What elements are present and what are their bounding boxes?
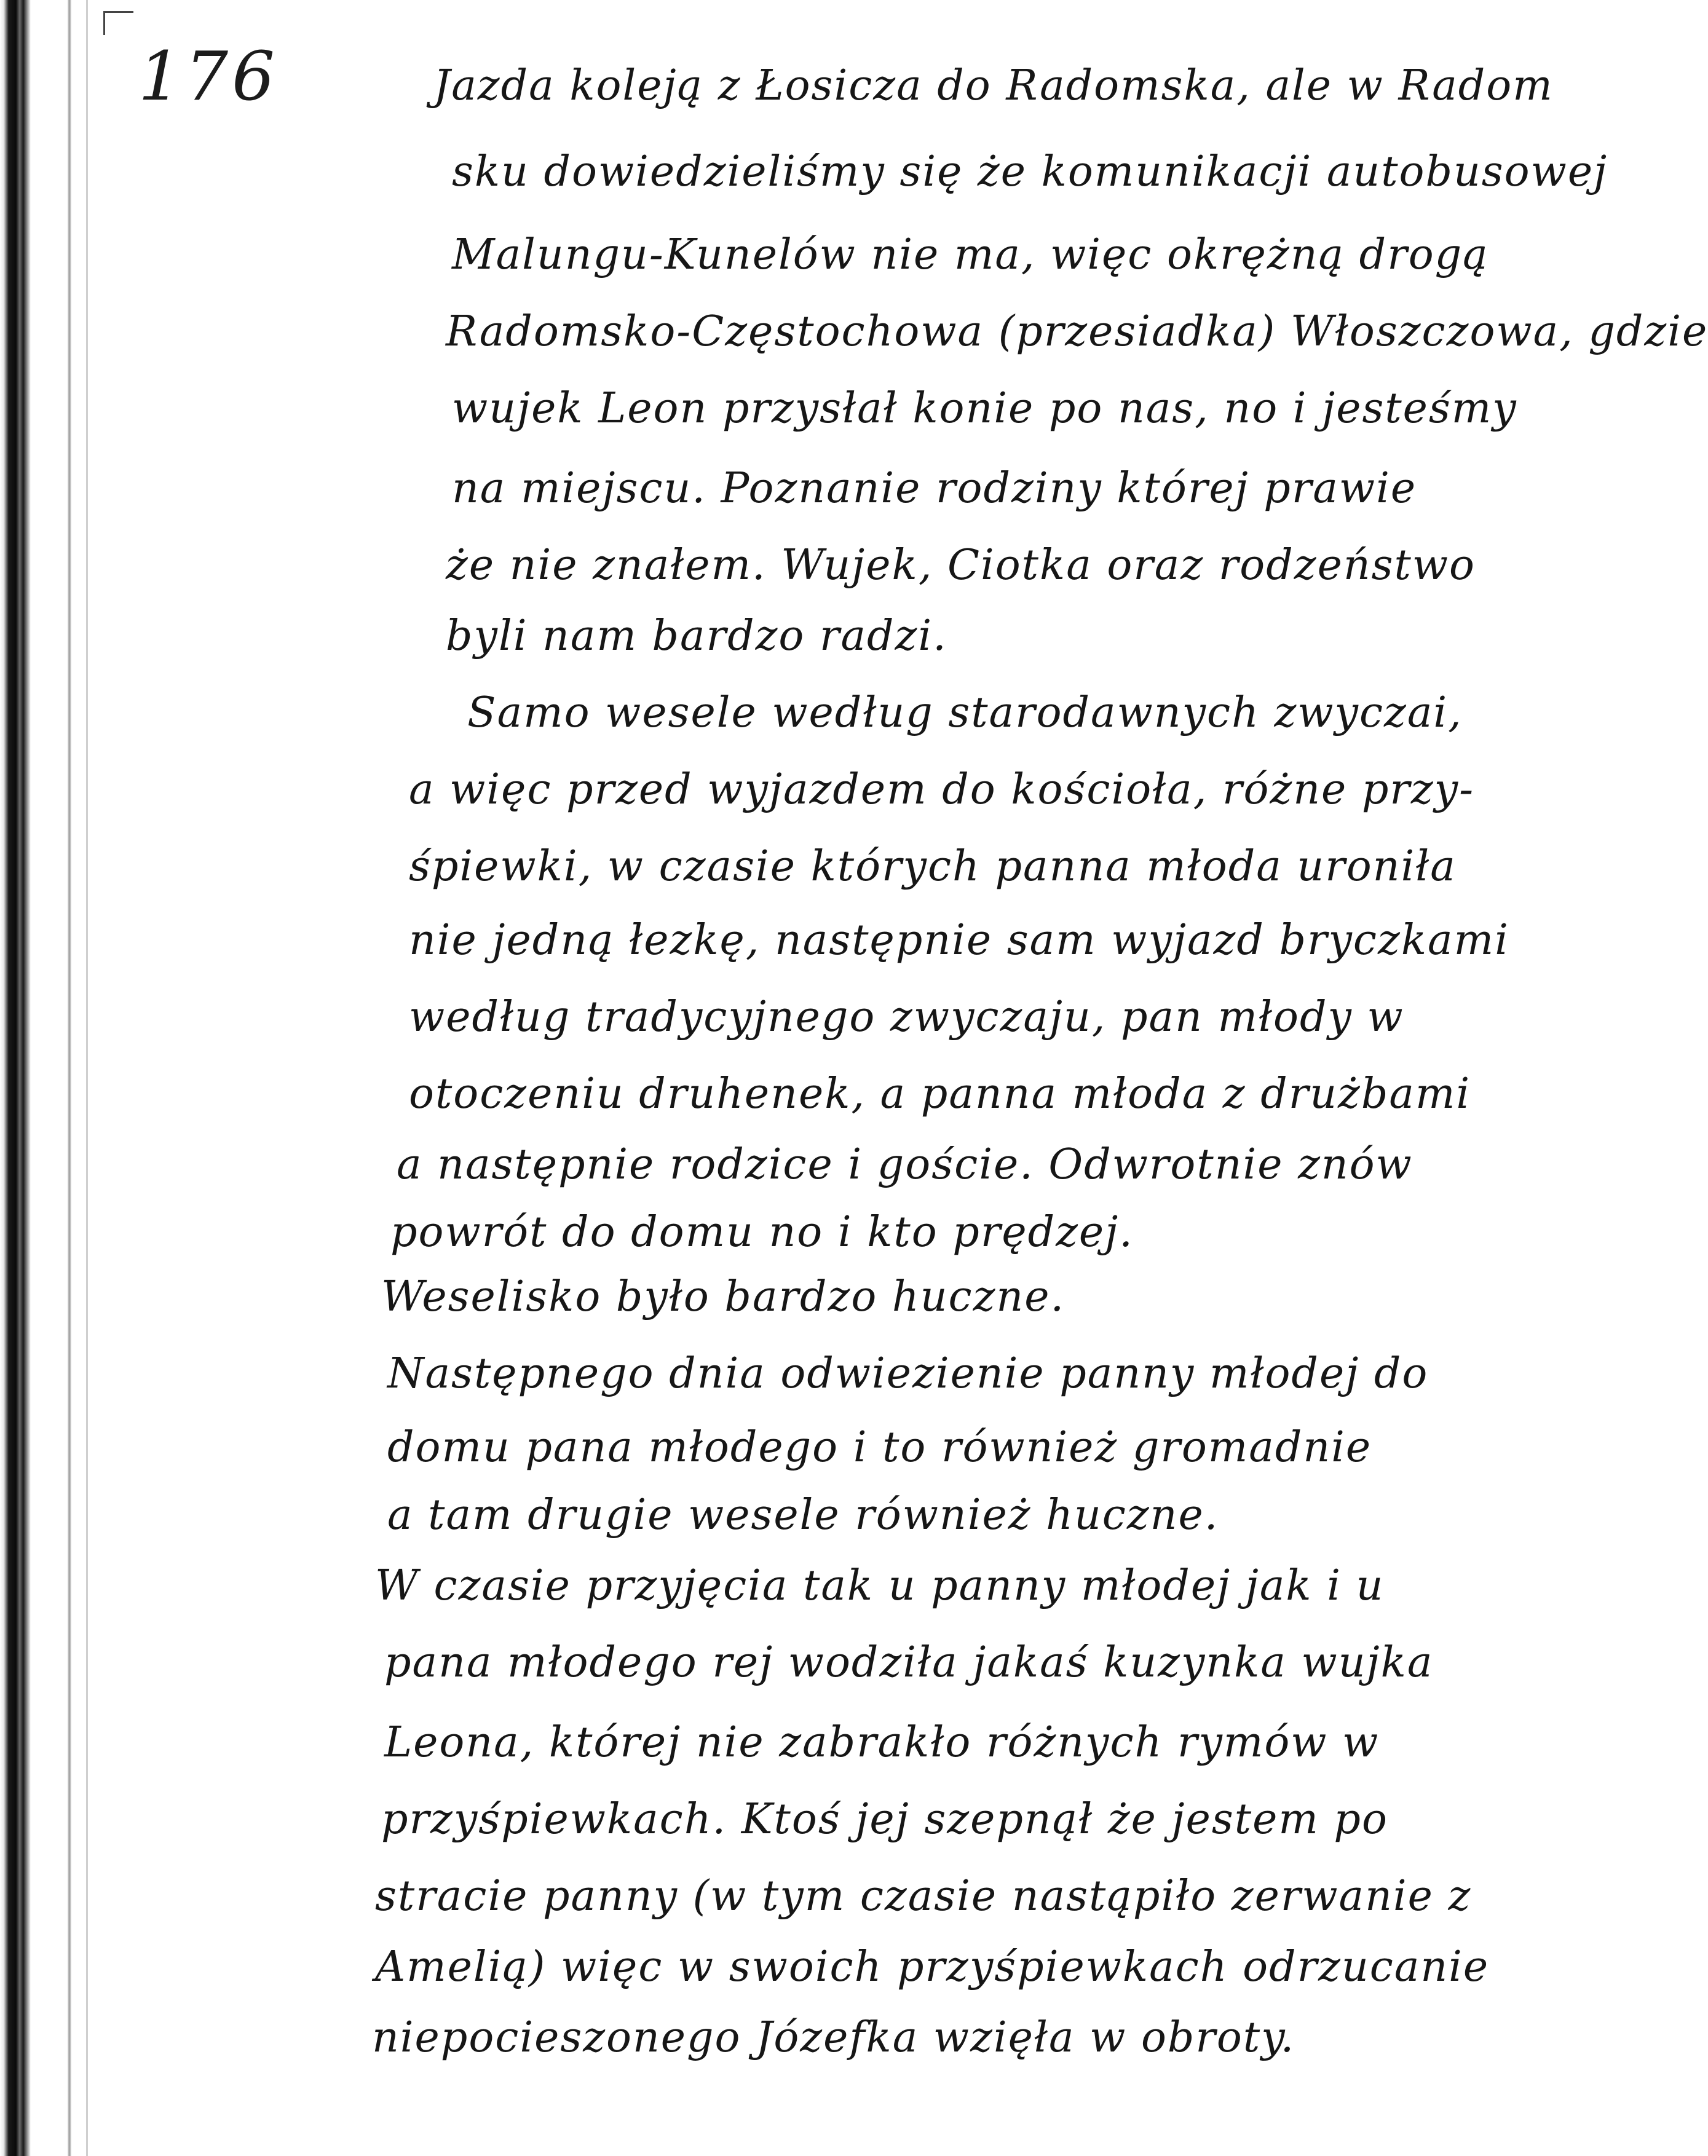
text-line: Weselisko było bardzo huczne. xyxy=(381,1273,1066,1321)
text-line: według tradycyjnego zwyczaju, pan młody w xyxy=(409,993,1404,1041)
text-line: otoczeniu druhenek, a panna młoda z drużbami xyxy=(409,1070,1471,1118)
binding-edge xyxy=(0,0,31,2156)
text-line: nie jedną łezkę, następnie sam wyjazd bryczkami xyxy=(409,916,1509,965)
text-line: Radomsko-Częstochowa (przesiadka) Włoszczowa, gdzie xyxy=(446,307,1708,356)
text-line: powrót do domu no i kto prędzej. xyxy=(390,1208,1134,1257)
text-line: a więc przed wyjazdem do kościoła, różne przy- xyxy=(409,765,1475,814)
text-line: a tam drugie wesele również huczne. xyxy=(387,1491,1219,1539)
binding-fold-line xyxy=(68,0,71,2156)
text-line: a następnie rodzice i goście. Odwrotnie znów xyxy=(397,1140,1413,1189)
text-line: Malungu-Kunelów nie ma, więc okrężną drogą xyxy=(452,231,1489,279)
text-line: że nie znałem. Wujek, Ciotka oraz rodzeństwo xyxy=(446,541,1476,590)
text-line: przyśpiewkach. Ktoś jej szepnął że jestem po xyxy=(381,1795,1388,1844)
text-line: na miejscu. Poznanie rodziny której prawie xyxy=(452,464,1417,513)
text-line: Leona, której nie zabrakło różnych rymów w xyxy=(384,1718,1380,1767)
text-line: Następnego dnia odwiezienie panny młodej do xyxy=(387,1349,1429,1398)
text-line: byli nam bardzo radzi. xyxy=(446,612,947,660)
text-line: śpiewki, w czasie których panna młoda uroniła xyxy=(409,842,1457,891)
text-line: Amelią) więc w swoich przyśpiewkach odrzucanie xyxy=(375,1943,1490,1991)
binding-fold-line-secondary xyxy=(86,0,88,2156)
corner-mark xyxy=(103,11,133,35)
text-line: W czasie przyjęcia tak u panny młodej jak i u xyxy=(375,1562,1385,1610)
text-line: wujek Leon przysłał konie po nas, no i jesteśmy xyxy=(452,384,1517,433)
text-line: sku dowiedzieliśmy się że komunikacji autobusowej xyxy=(452,148,1608,196)
text-line: domu pana młodego i to również gromadnie xyxy=(387,1423,1372,1472)
text-line: stracie panny (w tym czasie nastąpiło zerwanie z xyxy=(375,1872,1472,1921)
text-line: Jazda koleją z Łosicza do Radomska, ale w Radom xyxy=(433,61,1554,110)
text-line: pana młodego rej wodziła jakaś kuzynka wujka xyxy=(384,1638,1434,1687)
page-number: 176 xyxy=(138,37,279,116)
text-line: niepocieszonego Józefka wzięła w obroty. xyxy=(372,2013,1295,2062)
text-line: Samo wesele według starodawnych zwyczai, xyxy=(467,689,1463,737)
